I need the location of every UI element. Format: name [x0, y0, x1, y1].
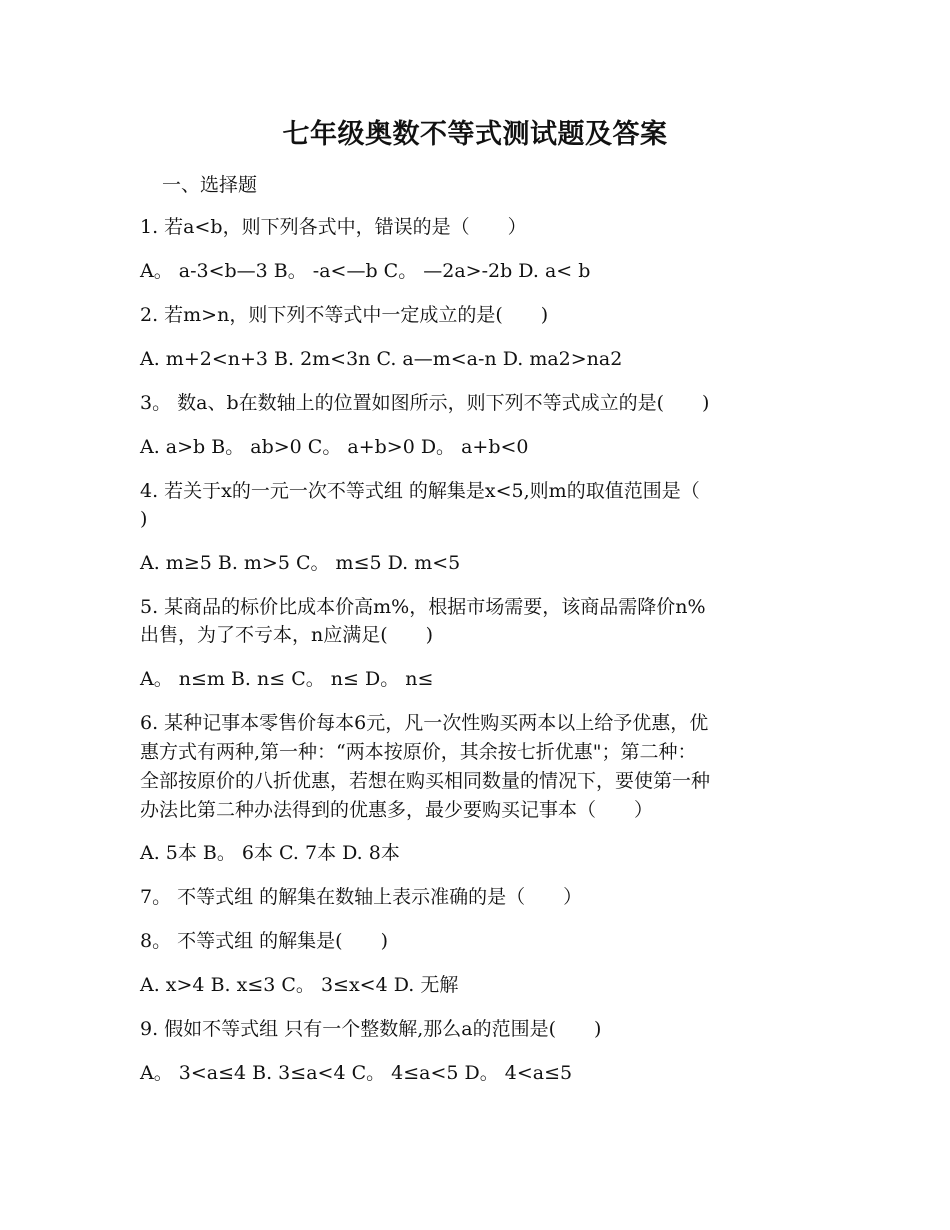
- question-5-options: A。 n≤m B. n≤ C。 n≤ D。 n≤: [140, 668, 434, 690]
- question-9: 9. 假如不等式组 只有一个整数解,那么a的范围是( ): [140, 1018, 602, 1040]
- question-6-options: A. 5本 B。 6本 C. 7本 D. 8本: [140, 842, 400, 864]
- question-2-options: A. m+2<n+3 B. 2m<3n C. a—m<a-n D. ma2>na2: [140, 348, 623, 370]
- question-3: 3。 数a、b在数轴上的位置如图所示，则下列不等式成立的是( ): [140, 392, 710, 414]
- question-2: 2. 若m>n，则下列不等式中一定成立的是( ): [140, 304, 549, 326]
- question-6-line-2: 惠方式有两种,第一种：“两本按原价，其余按七折优惠"；第二种：: [140, 741, 697, 763]
- question-4-options: A. m≥5 B. m>5 C。 m≤5 D. m<5: [140, 552, 461, 574]
- question-4-continued: ): [140, 508, 148, 530]
- section-heading: 一、选择题: [162, 174, 258, 196]
- question-6-line-4: 办法比第二种办法得到的优惠多，最少要购买记事本（ ）: [140, 799, 654, 821]
- question-6-line-3: 全部按原价的八折优惠，若想在购买相同数量的情况下，要使第一种: [140, 770, 711, 792]
- question-9-options: A。 3<a≤4 B. 3≤a<4 C。 4≤a<5 D。 4<a≤5: [140, 1062, 573, 1084]
- question-5-continued: 出售，为了不亏本，n应满足( ): [140, 624, 434, 646]
- question-5: 5. 某商品的标价比成本价高m%，根据市场需要，该商品需降价n%: [140, 596, 706, 618]
- question-7: 7。 不等式组 的解集在数轴上表示准确的是（ ）: [140, 886, 583, 908]
- question-4: 4. 若关于x的一元一次不等式组 的解集是x<5,则m的取值范围是（: [140, 480, 700, 502]
- question-1: 1. 若a<b，则下列各式中，错误的是（ ）: [140, 216, 527, 238]
- question-8: 8。 不等式组 的解集是( ): [140, 930, 388, 952]
- question-1-options: A。 a-3<b—3 B。 -a<—b C。 —2a>-2b D. a< b: [140, 260, 591, 282]
- question-8-options: A. x>4 B. x≤3 C。 3≤x<4 D. 无解: [140, 974, 459, 996]
- question-6: 6. 某种记事本零售价每本6元，凡一次性购买两本以上给予优惠，优: [140, 712, 709, 734]
- document-title: 七年级奥数不等式测试题及答案: [282, 119, 668, 150]
- question-3-options: A. a>b B。 ab>0 C。 a+b>0 D。 a+b<0: [140, 436, 529, 458]
